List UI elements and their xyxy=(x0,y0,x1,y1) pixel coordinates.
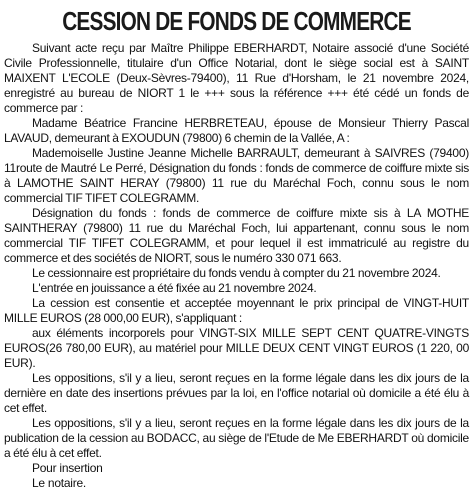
closing-insertion: Pour insertion xyxy=(32,461,103,475)
paragraph-seller: Madame Béatrice Francine HERBRETEAU, épouse de Monsieur Thierry Pascal LAVAUD, demeurant à EXOUDUN (79800) 6 chemin de la Vallée, A : xyxy=(4,116,469,145)
paragraph-possession-date: L'entrée en jouissance a été fixée au 21 novembre 2024. xyxy=(32,281,317,295)
notice-title: CESSION DE FONDS DE COMMERCE xyxy=(62,6,411,36)
paragraph-price-breakdown: aux éléments incorporels pour VINGT-SIX MILLE SEPT CENT QUATRE-VINGTS EUROS(26 780,00 EUR), au matériel pour MILLE DEUX CENT VINGT EUROS (1 220, 00 EUR). xyxy=(4,326,469,370)
paragraph-buyer: Mademoiselle Justine Jeanne Michelle BARRAULT, demeurant à SAIVRES (79400) 11route de Mautré Le Perré, Désignation du fonds : fonds de commerce de coiffure mixte sis à LAMOTHE SAINT HERAY (79800) 11 rue du Maréchal Foch, connu sous le nom commercial TIF TIFET COLEGRAMM. xyxy=(4,146,469,205)
closing-signature: Le notaire. xyxy=(32,476,86,490)
paragraph-ownership-date: Le cessionnaire est propriétaire du fonds vendu à compter du 21 novembre 2024. xyxy=(32,266,441,280)
paragraph-oppositions-bodacc: Les oppositions, s'il y a lieu, seront reçues en la forme légale dans les dix jours de la publication de la cession au BODACC, au siège de l'Etude de Me EBERHARDT où domicile a été élu à cet effet. xyxy=(4,416,469,460)
paragraph-oppositions-law: Les oppositions, s'il y a lieu, seront reçues en la forme légale dans les dix jours de la dernière en date des insertions prévues par la loi, en l'office notarial où domicile a été élu à cet effet. xyxy=(4,371,469,415)
paragraph-business-designation: Désignation du fonds : fonds de commerce de coiffure mixte sis à LA MOTHE SAINTHERAY (79800) 11 rue du Maréchal Foch, lui appartenant, connu sous le nom commercial TIF TIFET COLEGRAMM, et pour lequel il est immatriculé au registre du commerce et des sociétés de NIORT, sous le numéro 330 071 663. xyxy=(4,206,469,265)
paragraph-price: La cession est consentie et acceptée moyennant le prix principal de VINGT-HUIT MILLE EUROS (28 000,00 EUR), s'appliquant : xyxy=(4,296,469,325)
paragraph-deed: Suivant acte reçu par Maître Philippe EBERHARDT, Notaire associé d'une Société Civile Professionnelle, titulaire d'un Office Notarial, dont le siège social est à SAINT MAIXENT L'ECOLE (Deux-Sèvres-79400), 11 Rue d'Horsham, le 21 novembre 2024, enregistré au bureau de NIORT 1 le +++ sous la référence +++ été cédé un fonds de commerce par : xyxy=(4,41,469,115)
